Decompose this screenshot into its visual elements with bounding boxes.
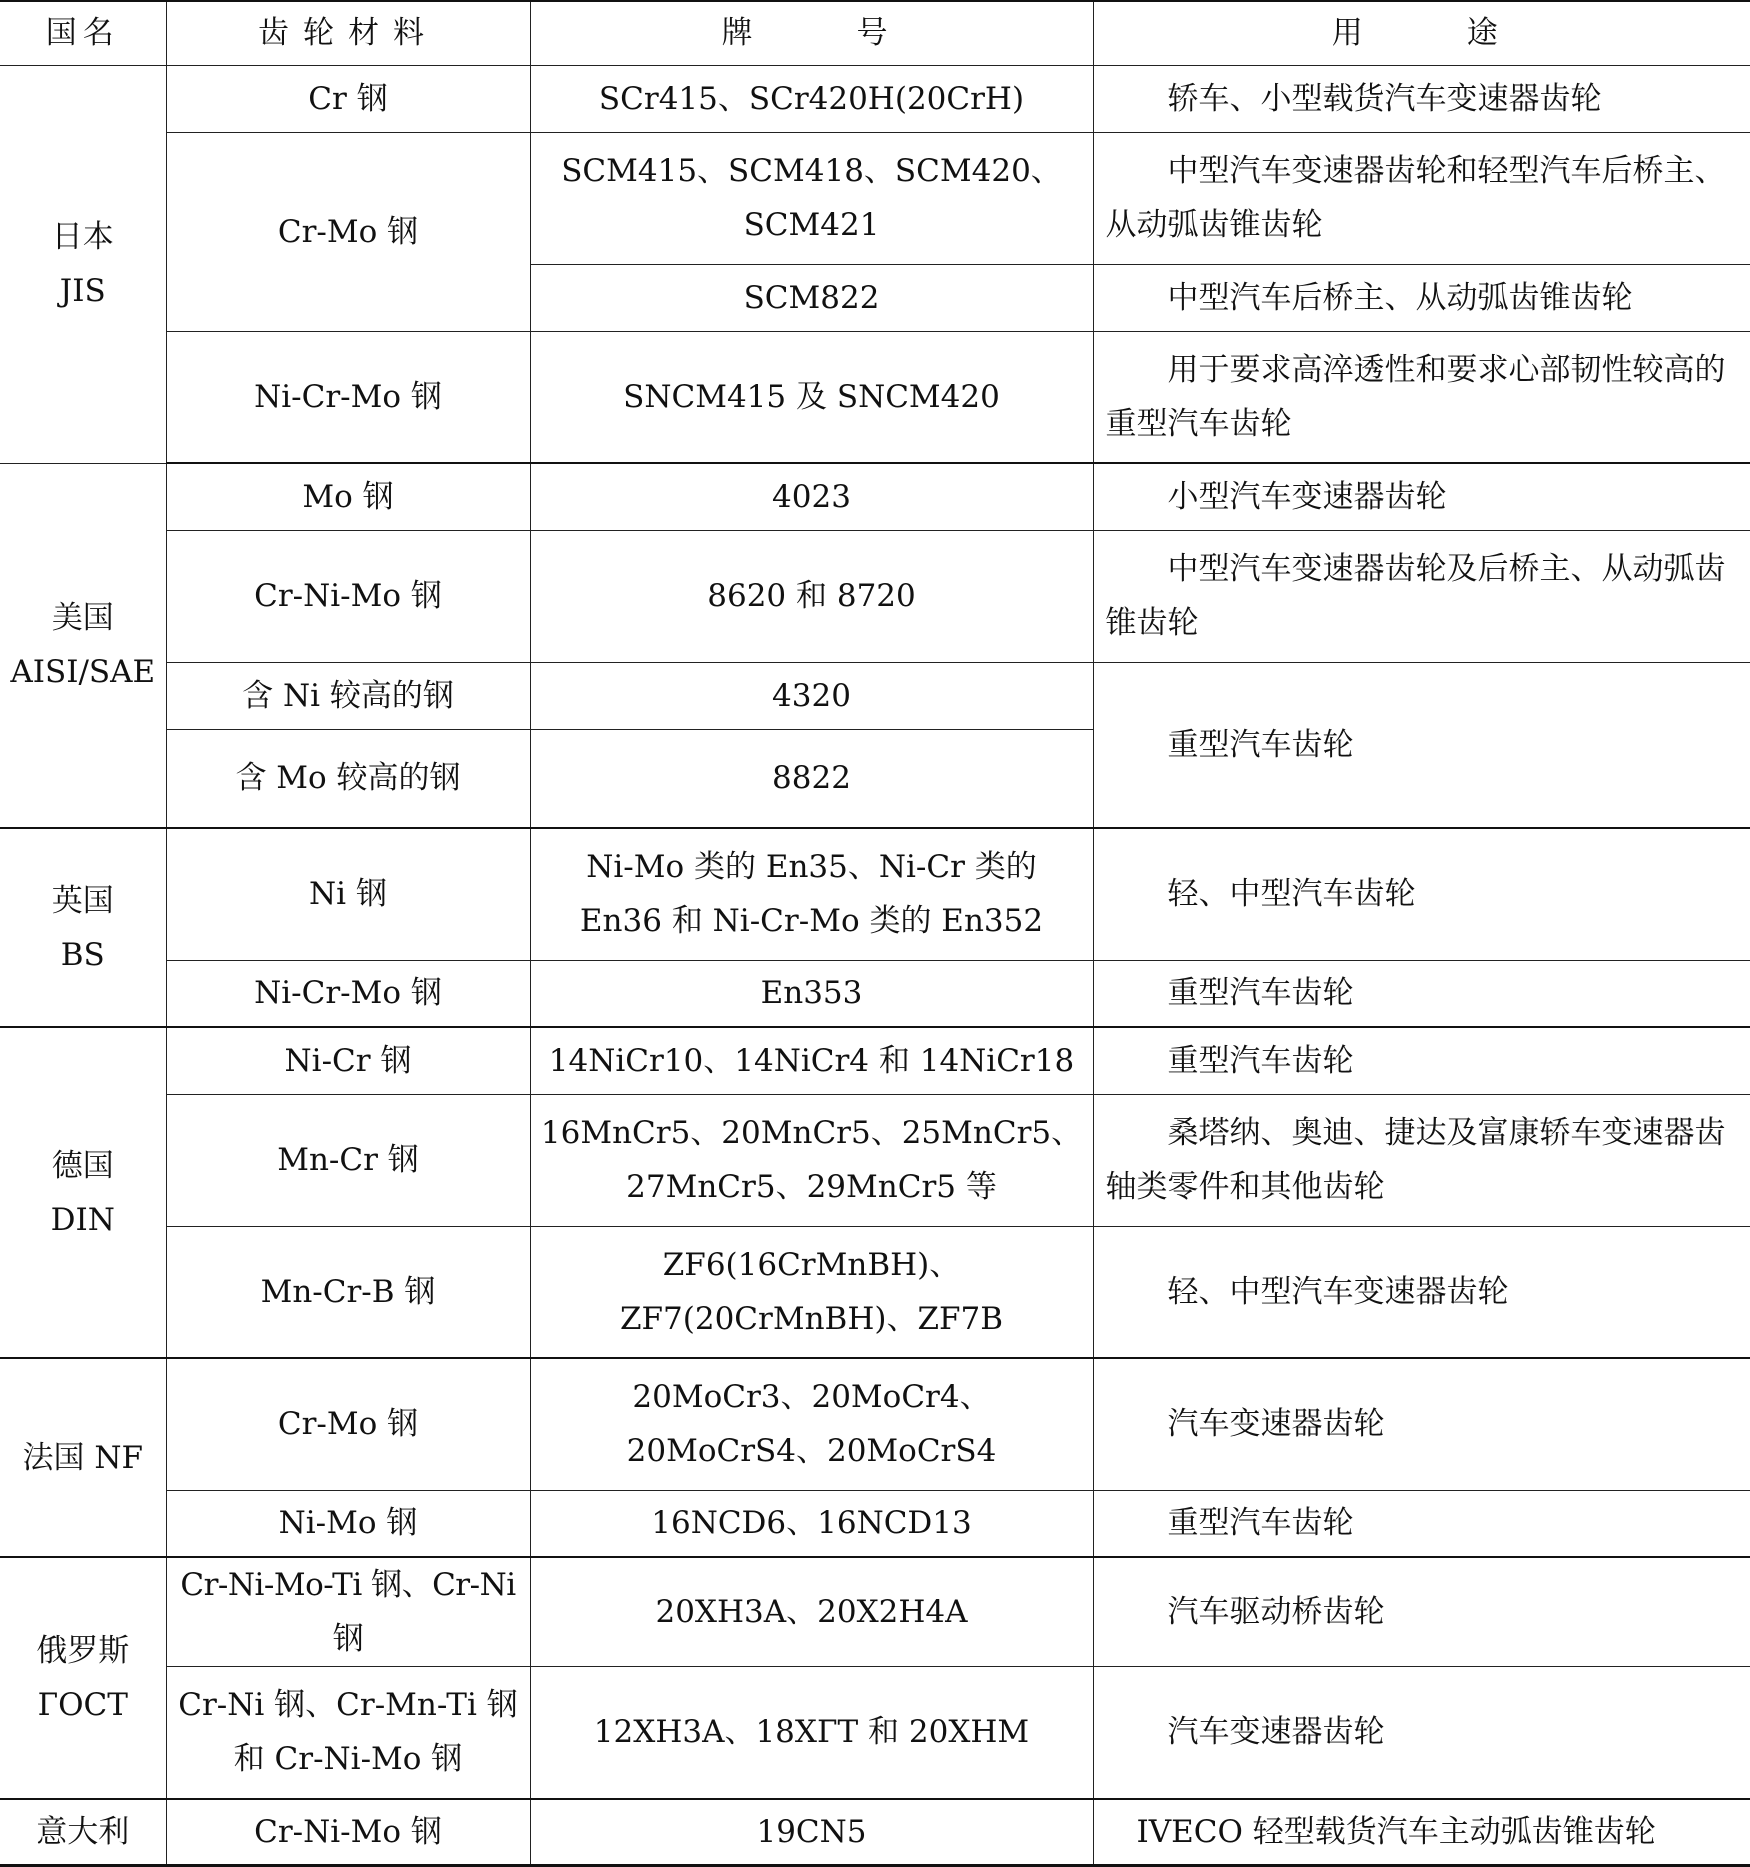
use-cell: 小型汽车变速器齿轮 — [1093, 463, 1750, 530]
material-cell: Cr-Ni-Mo 钢 — [166, 530, 530, 662]
table-row — [0, 463, 1750, 530]
material-cell: 含 Ni 较高的钢 — [166, 662, 530, 729]
grade-cell: SCM415、SCM418、SCM420、SCM421 — [530, 132, 1093, 264]
header-country: 国名 — [0, 1, 166, 65]
grade-cell: 12XH3A、18XГT 和 20XHM — [530, 1667, 1093, 1799]
header-row — [0, 1, 1750, 65]
use-cell: 用于要求高淬透性和要求心部韧性较高的重型汽车齿轮 — [1093, 331, 1750, 463]
table-row — [0, 662, 1750, 729]
grade-cell: 16NCD6、16NCD13 — [530, 1490, 1093, 1557]
grade-cell: 14NiCr10、14NiCr4 和 14NiCr18 — [530, 1027, 1093, 1094]
country-cell: 英国 BS — [0, 828, 166, 1027]
grade-cell: En353 — [530, 960, 1093, 1027]
country-cell: 美国 AISI/SAE — [0, 463, 166, 828]
table-row — [0, 132, 1750, 264]
use-cell: 重型汽车齿轮 — [1093, 662, 1750, 828]
grade-cell: 8620 和 8720 — [530, 530, 1093, 662]
header-use: 用 途 — [1093, 1, 1750, 65]
header-grade: 牌 号 — [530, 1, 1093, 65]
table-row — [0, 1226, 1750, 1358]
grade-cell: 16MnCr5、20MnCr5、25MnCr5、 27MnCr5、29MnCr5 等 — [530, 1094, 1093, 1226]
country-cell: 日本 JIS — [0, 65, 166, 463]
use-cell: 中型汽车变速器齿轮和轻型汽车后桥主、从动弧齿锥齿轮 — [1093, 132, 1750, 264]
country-cell: 意大利 — [0, 1799, 166, 1866]
grade-cell: 19CN5 — [530, 1799, 1093, 1866]
table-row — [0, 828, 1750, 960]
use-cell: 轻、中型汽车齿轮 — [1093, 828, 1750, 960]
use-cell: 桑塔纳、奥迪、捷达及富康轿车变速器齿轴类零件和其他齿轮 — [1093, 1094, 1750, 1226]
header-material: 齿轮材料 — [166, 1, 530, 65]
grade-cell: SNCM415 及 SNCM420 — [530, 331, 1093, 463]
material-cell: Cr-Ni 钢、Cr-Mn-Ti 钢 和 Cr-Ni-Mo 钢 — [166, 1667, 530, 1799]
use-cell: 汽车变速器齿轮 — [1093, 1358, 1750, 1490]
use-cell: IVECO 轻型载货汽车主动弧齿锥齿轮 — [1093, 1799, 1750, 1866]
table-row — [0, 1667, 1750, 1799]
table-row — [0, 1358, 1750, 1490]
country-cell: 法国 NF — [0, 1358, 166, 1557]
country-cell: 德国 DIN — [0, 1027, 166, 1358]
grade-cell: 8822 — [530, 729, 1093, 828]
material-cell: Mn-Cr 钢 — [166, 1094, 530, 1226]
grade-cell: 20XH3A、20X2H4A — [530, 1557, 1093, 1667]
use-cell: 中型汽车变速器齿轮及后桥主、从动弧齿锥齿轮 — [1093, 530, 1750, 662]
table-row — [0, 1094, 1750, 1226]
use-cell: 轻、中型汽车变速器齿轮 — [1093, 1226, 1750, 1358]
table-row — [0, 1027, 1750, 1094]
country-cell: 俄罗斯 ГОСТ — [0, 1557, 166, 1799]
material-cell: Cr-Ni-Mo 钢 — [166, 1799, 530, 1866]
grade-cell: Ni-Mo 类的 En35、Ni-Cr 类的 En36 和 Ni-Cr-Mo 类的 En352 — [530, 828, 1093, 960]
material-cell: Mn-Cr-B 钢 — [166, 1226, 530, 1358]
grade-cell: 4320 — [530, 662, 1093, 729]
table-row — [0, 65, 1750, 132]
material-cell: Mo 钢 — [166, 463, 530, 530]
use-cell: 轿车、小型载货汽车变速器齿轮 — [1093, 65, 1750, 132]
material-cell: Ni 钢 — [166, 828, 530, 960]
table-row — [0, 1799, 1750, 1866]
use-cell: 汽车驱动桥齿轮 — [1093, 1557, 1750, 1667]
use-cell: 汽车变速器齿轮 — [1093, 1667, 1750, 1799]
material-cell: 含 Mo 较高的钢 — [166, 729, 530, 828]
table-row — [0, 1490, 1750, 1557]
material-cell: Cr-Mo 钢 — [166, 1358, 530, 1490]
use-cell: 重型汽车齿轮 — [1093, 1490, 1750, 1557]
material-cell: Cr 钢 — [166, 65, 530, 132]
grade-cell: ZF6(16CrMnBH)、 ZF7(20CrMnBH)、ZF7B — [530, 1226, 1093, 1358]
use-cell: 中型汽车后桥主、从动弧齿锥齿轮 — [1093, 264, 1750, 331]
grade-cell: SCr415、SCr420H(20CrH) — [530, 65, 1093, 132]
material-cell: Cr-Mo 钢 — [166, 132, 530, 331]
grade-cell: 4023 — [530, 463, 1093, 530]
material-cell: Ni-Cr 钢 — [166, 1027, 530, 1094]
table-row — [0, 331, 1750, 463]
material-cell: Ni-Mo 钢 — [166, 1490, 530, 1557]
material-cell: Ni-Cr-Mo 钢 — [166, 960, 530, 1027]
table-row — [0, 960, 1750, 1027]
table-row — [0, 1557, 1750, 1667]
grade-cell: 20MoCr3、20MoCr4、 20MoCrS4、20MoCrS4 — [530, 1358, 1093, 1490]
grade-cell: SCM822 — [530, 264, 1093, 331]
use-cell: 重型汽车齿轮 — [1093, 960, 1750, 1027]
use-cell: 重型汽车齿轮 — [1093, 1027, 1750, 1094]
table-row — [0, 530, 1750, 662]
material-cell: Cr-Ni-Mo-Ti 钢、Cr-Ni 钢 — [166, 1557, 530, 1667]
material-cell: Ni-Cr-Mo 钢 — [166, 331, 530, 463]
